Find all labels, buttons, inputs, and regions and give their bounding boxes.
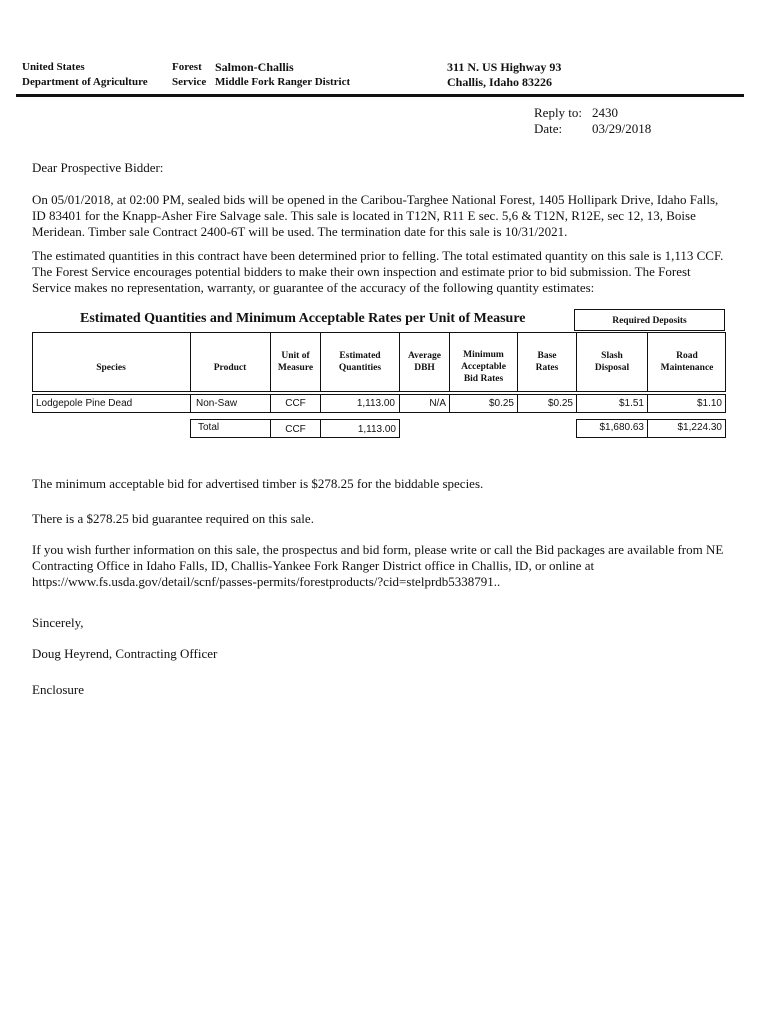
- cell-quantity: 1,113.00: [356, 398, 395, 409]
- cell-slash: $1.51: [618, 398, 644, 409]
- office-address: [447, 60, 561, 90]
- required-deposits-title: Required Deposits: [612, 316, 687, 326]
- total-quantity: 1,113.00: [357, 424, 396, 435]
- address-line-1: 311 N. US Highway 93: [447, 60, 562, 74]
- salutation: Dear Prospective Bidder:: [32, 160, 164, 175]
- header-min-bid-rates: Minimum Acceptable Bid Rates: [461, 350, 506, 384]
- total-label: Total: [198, 422, 220, 433]
- paragraph-5: If you wish further information on this sale, the prospectus and bid form, please write or call the Bid packages are available from NE Contracting Office in Idaho Falls, ID, Challis-Yankee Fork Ranger District office in Challis, ID, or online at https://www.fs.usda.gov/detail/scnf/passes-permits/forestproducts/?cid=stelprdb5338791..: [32, 542, 724, 589]
- header-unit-of-measure: Unit of Measure: [277, 351, 314, 373]
- agency-line-2: Department of Agriculture: [22, 76, 148, 88]
- cell-min-bid: $0.25: [488, 398, 514, 409]
- reply-block: [534, 105, 651, 137]
- header-rule: [16, 94, 744, 97]
- deposit-total-top: [576, 419, 726, 420]
- total-row-top: [190, 419, 400, 420]
- table-title: Estimated Quantities and Minimum Acceptable Rates per Unit of Measure: [80, 311, 526, 326]
- forest-service-label: [172, 60, 206, 90]
- total-row-bottom: [190, 437, 400, 438]
- closing: Sincerely,: [32, 615, 84, 630]
- total-divider: [190, 419, 191, 438]
- header-average-dbh: Average DBH: [407, 351, 442, 373]
- total-divider: [399, 419, 400, 438]
- cell-base-rate: $0.25: [547, 398, 573, 409]
- cell-species: Lodgepole Pine Dead: [36, 398, 133, 409]
- total-unit: CCF: [285, 424, 306, 435]
- paragraph-3: The minimum acceptable bid for advertised timber is $278.25 for the biddable species.: [32, 476, 484, 491]
- paragraph-2: The estimated quantities in this contract have been determined prior to felling. The total estimated quantity on this sale is 1,113 CCF. The Forest Service encourages potential bidders to make their own inspection and estimate prior to bid submission. The Forest Service makes no representation, warranty, or guarantee of the accuracy of the following quantity estimates:: [32, 248, 724, 295]
- agency-name: [22, 60, 148, 90]
- header-base-rates: Base Rates: [535, 351, 559, 373]
- paragraph-1: On 05/01/2018, at 02:00 PM, sealed bids will be opened in the Caribou-Targhee National Forest, 1405 Hollipark Drive, Idaho Falls, ID 83401 for the Knapp-Asher Fire Salvage sale. This sale is located in T12N, R11 E sec. 5,6 & T12N, R12E, sec 12, 13, Boise Meridean. Timber sale Contract 2400-6T will be used. The termination date for this sale is 10/31/2021.: [32, 192, 719, 239]
- deposit-total-divider: [725, 419, 726, 438]
- total-slash: $1,680.63: [599, 422, 644, 433]
- paragraph-4: There is a $278.25 bid guarantee required on this sale.: [32, 511, 314, 526]
- forest-label: Forest: [172, 61, 202, 73]
- signer: Doug Heyrend, Contracting Officer: [32, 646, 218, 661]
- header-estimated-quantities: Estimated Quantities: [338, 351, 382, 373]
- reply-label: Reply to:: [534, 105, 583, 120]
- header-species: Species: [96, 363, 126, 373]
- date-value: 03/29/2018: [592, 121, 652, 136]
- reply-value: 2430: [592, 105, 618, 120]
- cell-dbh: N/A: [429, 398, 446, 409]
- cell-road: $1.10: [696, 398, 722, 409]
- date-label: Date:: [534, 121, 563, 136]
- cell-unit: CCF: [285, 398, 306, 409]
- row-divider: [190, 394, 191, 413]
- cell-product: Non-Saw: [196, 398, 238, 409]
- required-deposits-box: [574, 309, 725, 331]
- deposit-total-bottom: [576, 437, 726, 438]
- header-road-maintenance: Road Maintenance: [660, 351, 714, 373]
- enclosure: Enclosure: [32, 682, 84, 697]
- address-line-2: Challis, Idaho 83226: [447, 75, 553, 89]
- unit-line-1: Salmon-Challis: [215, 60, 294, 74]
- unit-name: [215, 60, 350, 90]
- service-label: Service: [172, 76, 207, 88]
- header-slash-disposal: Slash Disposal: [594, 351, 630, 373]
- unit-line-2: Middle Fork Ranger District: [215, 76, 351, 88]
- total-road: $1,224.30: [677, 422, 722, 433]
- header-product: Product: [213, 363, 247, 373]
- agency-line-1: United States: [22, 61, 85, 73]
